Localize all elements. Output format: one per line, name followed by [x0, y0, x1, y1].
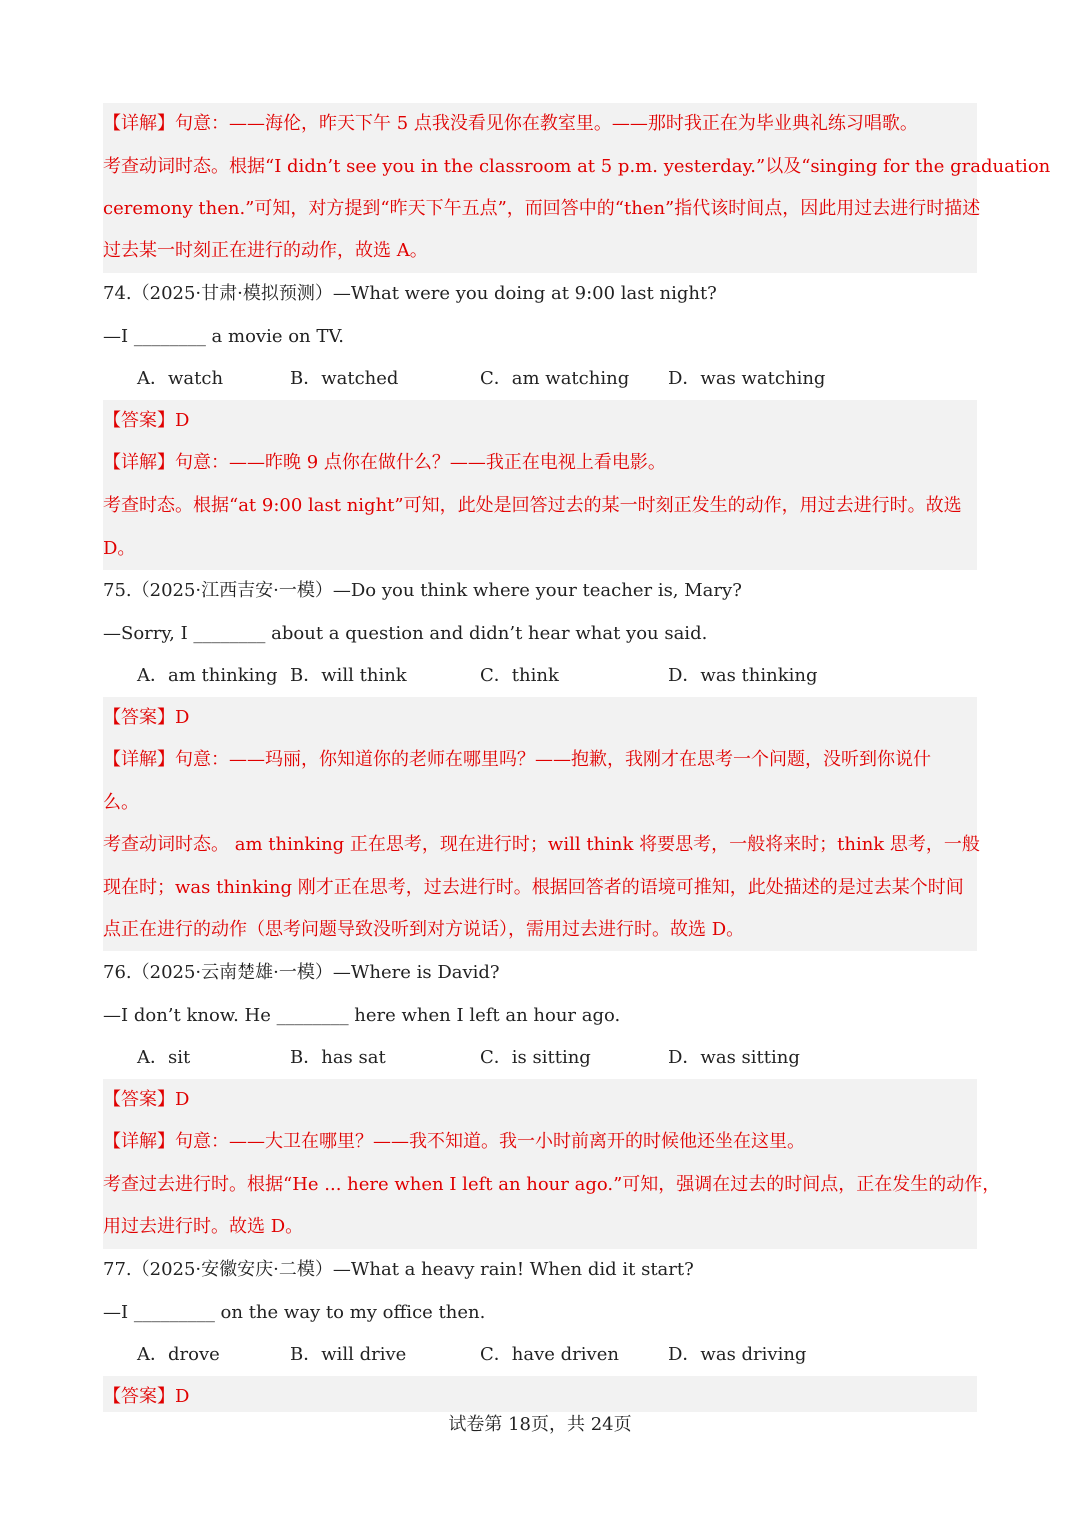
option-a: A．drove [137, 1344, 220, 1365]
detail-line: 过去某一时刻正在进行的动作，故选 A。 [103, 240, 428, 261]
option-b: B．will drive [290, 1344, 407, 1365]
page-footer: 试卷第 18页，共 24页 [448, 1414, 632, 1435]
question-stem: 77.（2025·安徽安庆·二模）—What a heavy rain! When did it start? [103, 1259, 694, 1280]
option-a: A．sit [137, 1047, 191, 1068]
detail-line: 考查动词时态。 am thinking 正在思考，现在进行时；will think 将要思考，一般将来时；think 思考，一般 [103, 834, 980, 855]
detail-line: 点正在进行的动作（思考问题导致没听到对方说话），需用过去进行时。故选 D。 [103, 919, 745, 940]
option-a: A．am thinking [137, 665, 278, 686]
detail-line: D。 [103, 538, 136, 559]
answer-label: 【答案】D [103, 707, 190, 728]
question-blank: —I ________ a movie on TV. [103, 326, 344, 347]
detail-line: ceremony then.”可知，对方提到“昨天下午五点”，而回答中的“then”指代该时间点，因此用过去进行时描述 [103, 198, 981, 219]
answer-label: 【答案】D [103, 1089, 190, 1110]
detail-line: 考查时态。根据“at 9:00 last night”可知，此处是回答过去的某一时刻正发生的动作，用过去进行时。故选 [103, 495, 962, 516]
option-c: C．am watching [480, 368, 630, 389]
option-d: D．was watching [668, 368, 826, 389]
detail-line: 么。 [103, 792, 139, 813]
question-stem: 75.（2025·江西吉安·一模）—Do you think where your teacher is, Mary? [103, 580, 742, 601]
option-b: B．has sat [290, 1047, 386, 1068]
detail-line: 现在时；was thinking 刚才正在思考，过去进行时。根据回答者的语境可推知，此处描述的是过去某个时间 [103, 877, 964, 898]
option-b: B．will think [290, 665, 407, 686]
detail-line: 考查动词时态。根据“I didn’t see you in the classroom at 5 p.m. yesterday.”以及“singing for the graduation [103, 156, 1051, 177]
detail-line: 【详解】句意：——大卫在哪里？——我不知道。我一小时前离开的时候他还坐在这里。 [103, 1131, 805, 1152]
question-stem: 74.（2025·甘肃·模拟预测）—What were you doing at 9:00 last night? [103, 283, 717, 304]
option-c: C．think [480, 665, 559, 686]
question-blank: —I _________ on the way to my office then. [103, 1302, 486, 1323]
option-c: C．is sitting [480, 1047, 591, 1068]
question-blank: —I don’t know. He ________ here when I left an hour ago. [103, 1005, 621, 1026]
detail-line: 考查过去进行时。根据“He ... here when I left an hour ago.”可知，强调在过去的时间点，正在发生的动作， [103, 1174, 1001, 1195]
option-d: D．was sitting [668, 1047, 800, 1068]
option-d: D．was thinking [668, 665, 818, 686]
question-stem: 76.（2025·云南楚雄·一模）—Where is David? [103, 962, 500, 983]
detail-line: 用过去进行时。故选 D。 [103, 1216, 304, 1237]
detail-line: 【详解】句意：——昨晚 9 点你在做什么？——我正在电视上看电影。 [103, 452, 666, 473]
detail-line: 【详解】句意：——海伦，昨天下午 5 点我没看见你在教室里。——那时我正在为毕业典礼练习唱歌。 [103, 113, 918, 134]
answer-block [103, 697, 977, 951]
question-blank: —Sorry, I ________ about a question and didn’t hear what you said. [103, 623, 708, 644]
option-a: A．watch [137, 368, 224, 389]
answer-label: 【答案】D [103, 410, 190, 431]
answer-label: 【答案】D [103, 1386, 190, 1407]
option-c: C．have driven [480, 1344, 619, 1365]
detail-line: 【详解】句意：——玛丽，你知道你的老师在哪里吗？——抱歉，我刚才在思考一个问题，没听到你说什 [103, 749, 931, 770]
option-b: B．watched [290, 368, 399, 389]
option-d: D．was driving [668, 1344, 807, 1365]
